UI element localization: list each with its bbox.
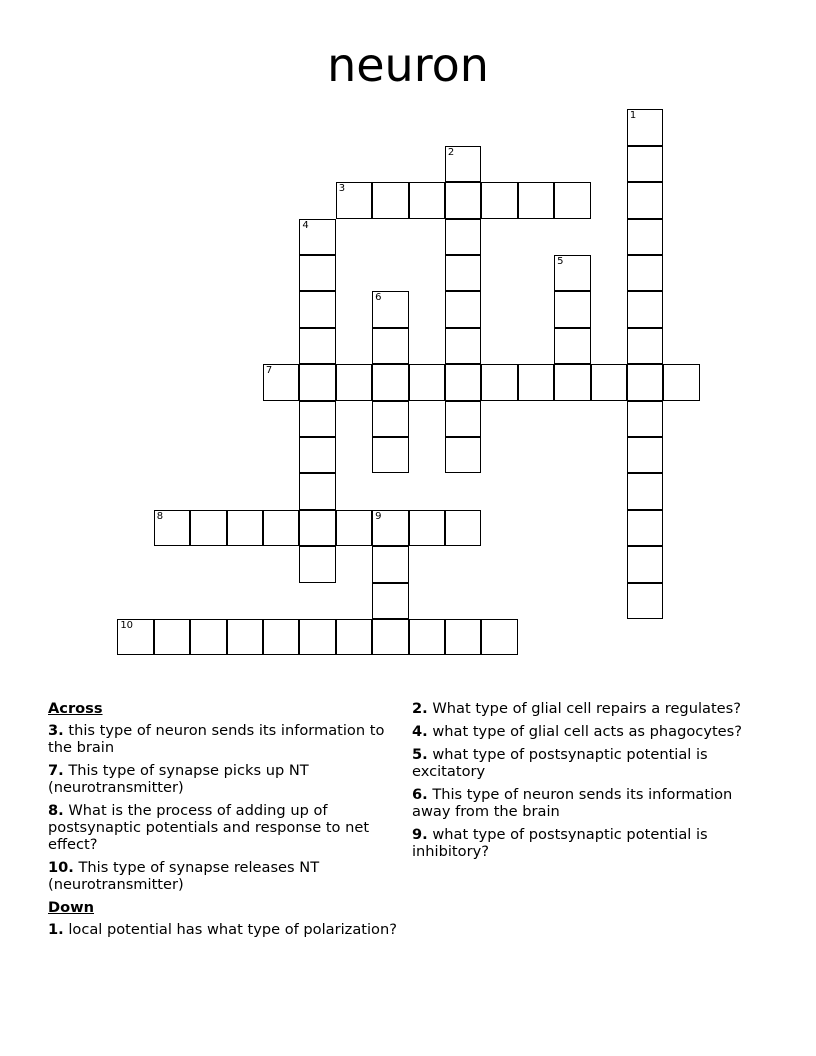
grid-cell[interactable] xyxy=(627,219,663,255)
grid-cell[interactable] xyxy=(627,583,663,619)
grid-cell[interactable] xyxy=(481,182,517,218)
grid-cell[interactable] xyxy=(299,328,335,364)
cell-number: 2 xyxy=(447,146,455,158)
grid-cell[interactable] xyxy=(372,437,408,473)
clue-text: what type of glial cell acts as phagocytes? xyxy=(432,723,743,740)
grid-cell[interactable] xyxy=(227,619,263,655)
clue-number: 9. xyxy=(412,826,428,843)
clue-text: what type of postsynaptic potential is excitatory xyxy=(412,746,708,780)
grid-cell[interactable] xyxy=(481,364,517,400)
cell-number: 7 xyxy=(265,365,273,377)
clue-down-9 xyxy=(412,826,762,860)
grid-cell[interactable] xyxy=(554,364,590,400)
grid-cell[interactable] xyxy=(372,583,408,619)
cell-number: 1 xyxy=(629,110,637,122)
grid-cell[interactable] xyxy=(445,510,481,546)
grid-cell[interactable] xyxy=(627,401,663,437)
grid-cell[interactable] xyxy=(372,182,408,218)
grid-cell[interactable] xyxy=(627,328,663,364)
cell-number: 4 xyxy=(302,219,309,231)
grid-cell[interactable] xyxy=(372,364,408,400)
grid-cell[interactable] xyxy=(445,146,481,182)
clue-across-8 xyxy=(48,802,398,853)
across-heading: Across xyxy=(48,700,103,717)
grid-cell[interactable] xyxy=(445,364,481,400)
clue-down-5 xyxy=(412,746,762,780)
clues-left-column xyxy=(48,700,398,944)
grid-cell[interactable] xyxy=(445,401,481,437)
grid-cell[interactable] xyxy=(299,364,335,400)
grid-cell[interactable] xyxy=(591,364,627,400)
clue-down-1 xyxy=(48,921,398,938)
grid-cell[interactable] xyxy=(372,291,408,327)
cell-number: 6 xyxy=(375,292,382,304)
puzzle-title: neuron xyxy=(327,38,489,92)
cell-number: 10 xyxy=(120,619,134,631)
clue-across-10 xyxy=(48,859,398,893)
grid-cell[interactable] xyxy=(190,619,226,655)
grid-cell[interactable] xyxy=(336,619,372,655)
clue-across-3 xyxy=(48,722,398,756)
clue-down-2 xyxy=(412,700,762,717)
grid-cell[interactable] xyxy=(299,473,335,509)
grid-cell[interactable] xyxy=(554,182,590,218)
grid-cell[interactable] xyxy=(627,146,663,182)
grid-cell[interactable] xyxy=(299,546,335,582)
grid-cell[interactable] xyxy=(627,364,663,400)
grid-cell[interactable] xyxy=(554,255,590,291)
grid-cell[interactable] xyxy=(445,219,481,255)
grid-cell[interactable] xyxy=(445,328,481,364)
cell-number: 8 xyxy=(156,510,164,522)
clue-text: This type of synapse picks up NT (neurotransmitter) xyxy=(48,762,309,796)
grid-cell[interactable] xyxy=(518,182,554,218)
grid-cell[interactable] xyxy=(627,437,663,473)
grid-cell[interactable] xyxy=(518,364,554,400)
grid-cell[interactable] xyxy=(627,182,663,218)
grid-cell[interactable] xyxy=(372,546,408,582)
clue-number: 5. xyxy=(412,746,428,763)
grid-cell[interactable] xyxy=(299,291,335,327)
grid-cell[interactable] xyxy=(299,401,335,437)
grid-cell[interactable] xyxy=(627,510,663,546)
grid-cell[interactable] xyxy=(554,291,590,327)
clue-text: local potential has what type of polarization? xyxy=(68,921,397,938)
grid-cell[interactable] xyxy=(409,619,445,655)
grid-cell[interactable] xyxy=(263,364,299,400)
clue-text: This type of synapse releases NT (neurotransmitter) xyxy=(48,859,320,893)
grid-cell[interactable] xyxy=(445,255,481,291)
grid-cell[interactable] xyxy=(299,619,335,655)
grid-cell[interactable] xyxy=(299,437,335,473)
grid-cell[interactable] xyxy=(445,619,481,655)
clue-number: 8. xyxy=(48,802,64,819)
grid-cell[interactable] xyxy=(336,510,372,546)
down-heading: Down xyxy=(48,899,95,916)
clue-number: 2. xyxy=(412,700,428,717)
cell-number: 5 xyxy=(557,255,564,267)
clue-text: What is the process of adding up of postsynaptic potentials and response to net effect? xyxy=(48,802,370,853)
grid-cell[interactable] xyxy=(627,546,663,582)
clue-number: 1. xyxy=(48,921,64,938)
cell-number: 3 xyxy=(338,183,346,195)
grid-cell[interactable] xyxy=(627,109,663,145)
clue-number: 4. xyxy=(412,723,428,740)
grid-cell[interactable] xyxy=(299,510,335,546)
grid-cell[interactable] xyxy=(263,619,299,655)
grid-cell[interactable] xyxy=(372,619,408,655)
grid-cell[interactable] xyxy=(336,364,372,400)
cell-number: 9 xyxy=(375,510,382,522)
grid-cell[interactable] xyxy=(372,510,408,546)
grid-cell[interactable] xyxy=(154,619,190,655)
clue-text: what type of postsynaptic potential is inhibitory? xyxy=(412,826,708,860)
grid-cell[interactable] xyxy=(227,510,263,546)
grid-cell[interactable] xyxy=(409,182,445,218)
grid-cell[interactable] xyxy=(154,510,190,546)
grid-cell[interactable] xyxy=(627,473,663,509)
grid-cell[interactable] xyxy=(190,510,226,546)
clue-number: 6. xyxy=(412,786,428,803)
grid-cell[interactable] xyxy=(409,510,445,546)
grid-cell[interactable] xyxy=(445,182,481,218)
grid-cell[interactable] xyxy=(299,219,335,255)
clue-down-6 xyxy=(412,786,762,820)
clue-text: This type of neuron sends its information away from the brain xyxy=(412,786,733,820)
grid-cell[interactable] xyxy=(372,328,408,364)
grid-cell[interactable] xyxy=(445,291,481,327)
grid-cell[interactable] xyxy=(117,619,153,655)
grid-cell[interactable] xyxy=(627,291,663,327)
grid-cell[interactable] xyxy=(299,255,335,291)
grid-cell[interactable] xyxy=(627,255,663,291)
grid-cell[interactable] xyxy=(554,328,590,364)
clue-number: 10. xyxy=(48,859,74,876)
clue-down-4 xyxy=(412,723,762,740)
clue-across-7 xyxy=(48,762,398,796)
grid-cell[interactable] xyxy=(372,401,408,437)
clue-text: What type of glial cell repairs a regulates? xyxy=(432,700,741,717)
grid-cell[interactable] xyxy=(663,364,699,400)
grid-cell[interactable] xyxy=(409,364,445,400)
grid-cell[interactable] xyxy=(445,437,481,473)
clue-number: 3. xyxy=(48,722,64,739)
clue-text: this type of neuron sends its information to the brain xyxy=(48,722,385,756)
clues-right-column xyxy=(412,700,762,866)
clue-number: 7. xyxy=(48,762,64,779)
grid-cell[interactable] xyxy=(336,182,372,218)
grid-cell[interactable] xyxy=(263,510,299,546)
grid-cell[interactable] xyxy=(481,619,517,655)
